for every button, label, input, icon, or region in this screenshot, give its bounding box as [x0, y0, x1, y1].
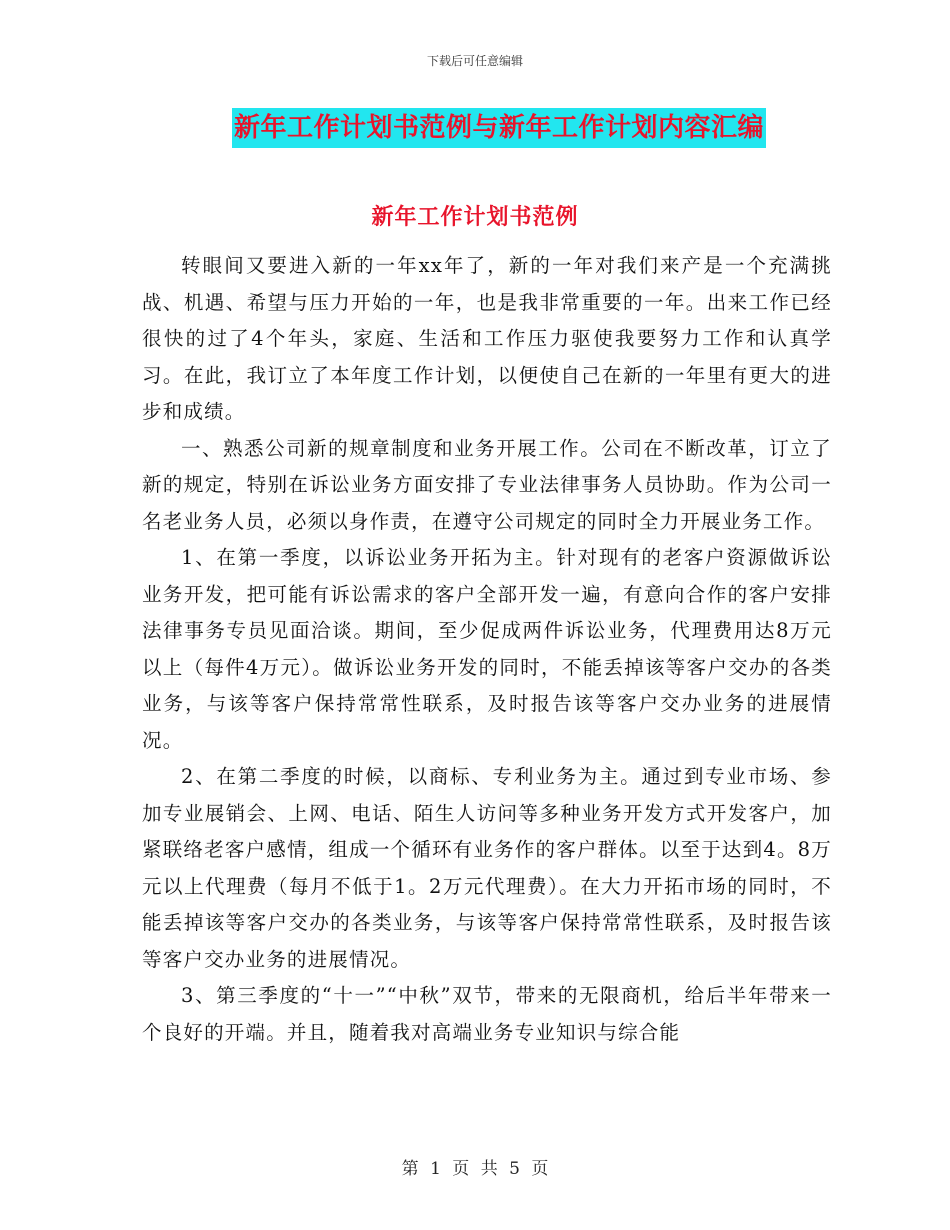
paragraph-q2-plan: 2、在第二季度的时候，以商标、专利业务为主。通过到专业市场、参加专业展销会、上网、电话、陌生人访问等多种业务开发方式开发客户，加紧联络老客户感情，组成一个循环有业务作的客户群体。以至于达到4。8万元以上代理费（每月不低于1。2万元代理费）。在大力开拓市场的同时，不能丢掉该等客户交办的各类业务，与该等客户保持常常性联系，及时报告该等客户交办业务的进展情况。 [142, 765, 832, 971]
paragraph-point-one: 一、熟悉公司新的规章制度和业务开展工作。公司在不断改革，订立了新的规定，特别在诉讼业务方面安排了专业法律事务人员协助。作为公司一名老业务人员，必须以身作责，在遵守公司规定的同时全力开展业务工作。 [142, 436, 832, 533]
paragraph-intro: 转眼间又要进入新的一年xx年了，新的一年对我们来产是一个充满挑战、机遇、希望与压力开始的一年，也是我非常重要的一年。出来工作已经很快的过了4个年头，家庭、生活和工作压力驱使我要努力工作和认真学习。在此，我订立了本年度工作计划，以便使自己在新的一年里有更大的进步和成绩。 [142, 254, 832, 423]
body-text [142, 248, 832, 1051]
page-footer: 第 1 页 共 5 页 [401, 1159, 549, 1179]
paragraph-q1-plan: 1、在第一季度，以诉讼业务开拓为主。针对现有的老客户资源做诉讼业务开发，把可能有诉讼需求的客户全部开发一遍，有意向合作的客户安排法律事务专员见面洽谈。期间，至少促成两件诉讼业务，代理费用达8万元以上（每件4万元）。做诉讼业务开发的同时，不能丢掉该等客户交办的各类业务，与该等客户保持常常性联系，及时报告该等客户交办业务的进展情况。 [142, 546, 832, 752]
document-title: 新年工作计划书范例与新年工作计划内容汇编 [232, 108, 766, 148]
header-note: 下载后可任意编辑 [426, 54, 523, 68]
paragraph-q3-plan: 3、第三季度的“十一”“中秋”双节，带来的无限商机，给后半年带来一个良好的开端。并且，随着我对高端业务专业知识与综合能 [142, 984, 832, 1044]
section-title: 新年工作计划书范例 [371, 204, 579, 230]
